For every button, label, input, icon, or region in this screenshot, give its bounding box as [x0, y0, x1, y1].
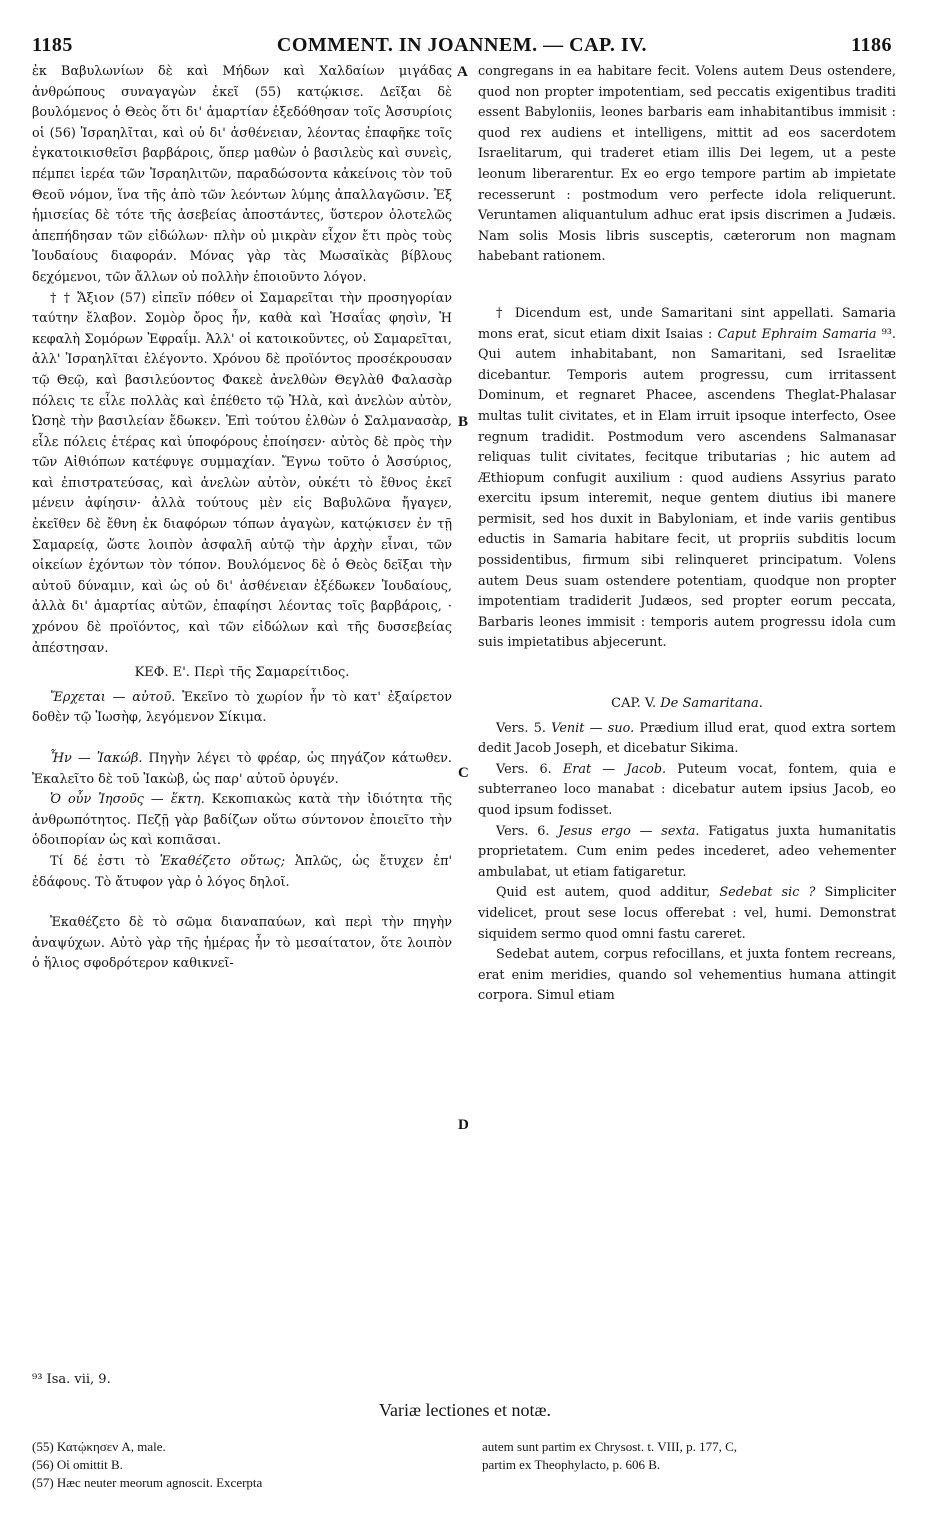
- latin-column: [478, 62, 896, 1007]
- sedebat-paragraph: Sedebat autem, corpus refocillans, et juxta fontem recreans, erat enim meridies, quando sol vehementius humana attingit corpora. Simul etiam: [478, 947, 896, 1004]
- footnote-ref: ⁹³.: [876, 326, 896, 342]
- comment-text: Ἐκεῖνο τὸ χωρίον ἦν τὸ κατ' ἐξαίρετον δοθὲν τῷ Ἰωσὴφ, λεγόμενον Σίκιμα.: [32, 689, 452, 726]
- sedebat-question: [478, 883, 896, 945]
- comment-text: Ἁπλῶς, ὡς ἔτυχεν ἐπ' ἐδάφους. Τὸ ἄτυφον γὰρ ὁ λόγος δηλοῖ.: [32, 853, 452, 890]
- page-header: [32, 34, 892, 60]
- running-title: COMMENT. IN JOANNEM. — CAP. IV.: [276, 34, 648, 56]
- comment-text: † Dicendum est, unde Samaritani sint appellati. Samaria mons erat, sicut etiam dixit Isaias :: [478, 305, 896, 342]
- comment-text: Τί δέ ἐστι τὸ: [50, 853, 160, 869]
- footnote: ⁹³ Isa. vii, 9.: [32, 1372, 111, 1387]
- comment-text: Simpliciter videlicet, prout sese locus offerebat : vel, humi. Demonstrat siquidem sermo quod omni fastu careret.: [478, 885, 896, 942]
- lemma: Sedebat sic ?: [719, 885, 816, 901]
- greek-paragraph-2: † † Ἄξιον (57) εἰπεῖν πόθεν οἱ Σαμαρεῖται τὴν προσηγορίαν ταύτην ἔλαβον. Σομὸρ ὄρος ἦν, καθὰ καὶ Ἡσαΐας φησὶν, Ἡ κεφαλὴ Σομόρων Ἐφραΐμ. Ἀλλ' οἱ κατοικοῦντες, οὐ Σαμαρεῖται, ἀλλ' Ἰσραηλῖται ἐλέγοντο. Χρόνου δὲ προϊόντος προσέκρουσαν τῷ Θεῷ, καὶ βασιλεύοντος Φακεὲ ἀνελθὼν Θεγλὰθ Φαλασὰρ πόλεις τε εἷλε πολλὰς καὶ ἐπέθετο τῷ Ἠλὰ, καὶ ἀνελὼν αὐτὸν, Ὠσηὲ τὴν βασιλείαν ἔδωκεν. Ἐπὶ τούτου ἐλθὼν ὁ Σαλμανασὰρ, εἷλε πόλεις ἑτέρας καὶ ὑποφόρους ἐποίησεν· αὐτὸς δὲ πρὸς τὴν τῶν Αἰθιόπων κατέφυγε συμμαχίαν. Ἔγνω τοῦτο ὁ Ἀσσύριος, καὶ ἐπιστρατεύσας, καὶ ἀνελὼν αὐτὸν, οὐκέτι τὸ ἔθνος ἐκεῖ μένειν ἀφίησιν· ἀλλὰ τούτους μὲν εἰς Βαβυλῶνα ἤγαγεν, ἐκεῖθεν δὲ ἔθνη ἐκ διαφόρων τόπων ἀγαγὼν, κατῴκισεν ἐν τῇ Σαμαρείᾳ, ὥστε λοιπὸν ἀσφαλῆ αὐτῷ τὴν ἀρχὴν εἶναι, τῶν οἰκείων ἐχόντων τὸν τόπον. Βουλόμενος δὲ ὁ Θεὸς δεῖξαι τὴν αὐτοῦ δύναμιν, καὶ ὡς οὐ δι' ἀσθένειαν ἐξέδωκεν Ἰουδαίους, ἀλλὰ δι' ἁμαρτίας αὐτῶν, ἐπαφίησι λέοντας τοῖς βαρβάροις, · χρόνου δὲ προϊόντος, καὶ τῶν εἰδώλων καὶ τῆς δυσσεβείας ἀπέστησαν.: [32, 290, 452, 656]
- comment-text: Fatigatus juxta humanitatis proprietatem. Cum enim pedes incederet, adeo vehementer ambulabat, ut etiam fatigaretur.: [478, 823, 896, 880]
- greek-paragraph-7: Ἐκαθέζετο δὲ τὸ σῶμα διαναπαύων, καὶ περὶ τὴν πηγὴν ἀναψύχων. Αὐτὸ γὰρ τῆς ἡμέρας ἦν τὸ μεσαίτατον, ὅτε λοιπὸν ὁ ἥλιος σφοδρότερον καθικνεῖ-: [32, 915, 452, 972]
- latin-chapter-title: [478, 694, 896, 715]
- latin-paragraph-1: congregans in ea habitare fecit. Volens autem Deus ostendere, quod non propter impotentiam, sed peccatis exigentibus traditi essent Babyloniis, leones barbaris eam inhabitantibus immisit : quod rex audiens et intelligens, mittit ad eos sacerdotem Israelitarum, qui traderet etiam illis Dei legem, ut a peste leonum liberarentur. Ex eo ergo tempore partim ab impietate recesserunt : postmodum vero perfecte idola reliquerunt. Veruntamen aliquantulum adhuc erat ipsis discrimen a Judæis. Nam solis Mosis libris susceptis, cæterorum non magnam habebant rationem.: [478, 64, 896, 265]
- note-line: (57) Hæc neuter meorum agnoscit. Excerpta: [32, 1475, 263, 1490]
- margin-letter-d: D: [458, 1117, 469, 1133]
- greek-chapter-title: ΚΕΦ. Ε'. Περὶ τῆς Σαμαρείτιδος.: [134, 665, 350, 681]
- note-line: autem sunt partim ex Chrysost. t. VIII, p. 177, C,: [482, 1439, 738, 1454]
- notes-title: Variæ lectiones et notæ.: [379, 1400, 551, 1420]
- lemma: Ἦν — Ἰακώβ.: [50, 751, 143, 766]
- verse-6-comment-b: [478, 822, 896, 884]
- comment-text: Κεκοπιακὼς κατὰ τὴν ἰδιότητα τῆς ἀνθρωπότητος. Πεζῇ γὰρ βαδίζων οὕτω σύντονον ἐποιεῖτο τὴν ὁδοιπορίαν ὡς καὶ κοπιᾶσαι.: [32, 792, 452, 849]
- chapter-number: CAP. V.: [611, 696, 661, 712]
- scripture-quote: Caput Ephraim Samaria: [717, 326, 877, 342]
- note-line: (56) Οἱ omittit B.: [32, 1457, 123, 1472]
- notes-right-column: [482, 1438, 894, 1474]
- greek-column: [32, 62, 452, 975]
- lemma: Jesus ergo — sexta.: [558, 823, 700, 839]
- latin-paragraph-2: [478, 304, 896, 654]
- verse-ref: Vers. 6.: [496, 823, 559, 839]
- comment-text: Puteum vocat, fontem, quia e subterraneo loco manabat : dicebatur autem ipsius Jacob, eo quod ipsum fodisset.: [478, 761, 896, 818]
- left-page-number: 1185: [32, 34, 73, 56]
- verse-5-comment: [478, 719, 896, 760]
- lemma: Venit — suo.: [551, 720, 635, 736]
- verse-6-comment-a: [478, 760, 896, 822]
- comment-text: Qui autem inhabitabant, non Samaritani, sed Israelitæ dicebantur. Temporis autem progressu, cum irritassent Dominum, et regnaret Phacee, ascendens Theglat-Phalasar multas tulit civitates, et in Elam irruit ipsoque interfecto, Osee regnum tradidit. Postmodum vero ascendens Salmanasar reliquas tulit civitates, fecitque tributarias ; hic autem ad Æthiopum confugit auxilium : quod audiens Assyrius parato exercitu ipsum interemit, neque gentem diutius ibi manere permisit, sed hos duxit in Babyloniam, et inde variis gentibus eductis in Samaria habitare fecit, ut propriis subditis locum possidentibus, firmum sibi relinqueret principatum. Volens autem Deus suam ostendere potentiam, quodque non propter impotentiam tradiderit Judæos, sed propter eorum peccata, Barbaris leones immisit : temporis autem progressu idola cum suis impietatibus abjecerunt.: [478, 347, 896, 651]
- margin-letter-a: A: [457, 64, 468, 80]
- lemma: Ὁ οὖν Ἰησοῦς — ἕκτη.: [50, 792, 205, 808]
- notes-left-column: [32, 1438, 462, 1492]
- margin-letter-c: C: [458, 765, 469, 781]
- verse-ref: Vers. 6.: [496, 761, 563, 777]
- note-line: (55) Κατῴκησεν A, male.: [32, 1439, 166, 1454]
- greek-paragraph-4: [32, 749, 452, 790]
- right-page-number: 1186: [851, 34, 892, 56]
- greek-paragraph-5: [32, 790, 452, 852]
- comment-text: Πηγὴν λέγει τὸ φρέαρ, ὡς πηγάζον κάτωθεν. Ἐκαλεῖτο δὲ τοῦ Ἰακὼβ, ὡς παρ' αὐτοῦ ὀρυγέν.: [32, 751, 452, 787]
- chapter-subject: De Samaritana.: [660, 696, 763, 712]
- comment-text: Quid est autem, quod additur,: [496, 885, 720, 901]
- margin-letter-b: B: [458, 414, 469, 430]
- note-line: partim ex Theophylacto, p. 606 B.: [482, 1457, 661, 1472]
- greek-paragraph-1: ἐκ Βαβυλωνίων δὲ καὶ Μήδων καὶ Χαλδαίων μιγάδας ἀνθρώπους συναγαγὼν ἐκεῖ (55) κατῴκισε. Δεῖξαι δὲ βουλόμενος ὁ Θεὸς ὅτι δι' ἁμαρτίαν ἐξεδόθησαν τοῖς Ἀσσυρίοις οἱ (56) Ἰσραηλῖται, καὶ οὐ δι' ἀσθένειαν, λέοντας ἐπαφῆκε τοῖς ἐγκατοικισθεῖσι βαρβάροις, ὅπερ μαθὼν ὁ βασιλεὺς καὶ συνεὶς, πέμπει ἱερέα τῶν Ἰσραηλιτῶν, παραδώσοντα κἀκείνοις τὸν τοῦ Θεοῦ νόμον, ἵνα τῆς ἀπὸ τῶν λεόντων λύμης ἀπαλλαγῶσιν. Ἐξ ἡμισείας δὲ τότε τῆς ἀσεβείας ἀποστάντες, ὕστερον ὁλοτελῶς ἀπεπήδησαν τῶν εἰδώλων· πλὴν οὐ μικρὰν εἶχον ἔτι πρὸς τοὺς Ἰουδαίους διαφοράν. Μόνας γὰρ τὰς Μωσαϊκὰς βίβλους δεχόμενοι, τῶν ἄλλων οὐ πολλὴν ἐποιοῦντο λόγον.: [32, 64, 452, 285]
- lemma: Erat — Jacob.: [562, 761, 667, 777]
- comment-text: Prædium illud erat, quod extra sortem dedit Jacob Joseph, et dicebatur Sikima.: [478, 720, 896, 757]
- verse-ref: Vers. 5.: [496, 720, 552, 736]
- lemma: Ἐκαθέζετο οὕτως;: [159, 853, 286, 869]
- greek-paragraph-6: [32, 852, 452, 893]
- lemma: Ἔρχεται — αὐτοῦ.: [50, 689, 176, 705]
- greek-paragraph-3: [32, 688, 452, 729]
